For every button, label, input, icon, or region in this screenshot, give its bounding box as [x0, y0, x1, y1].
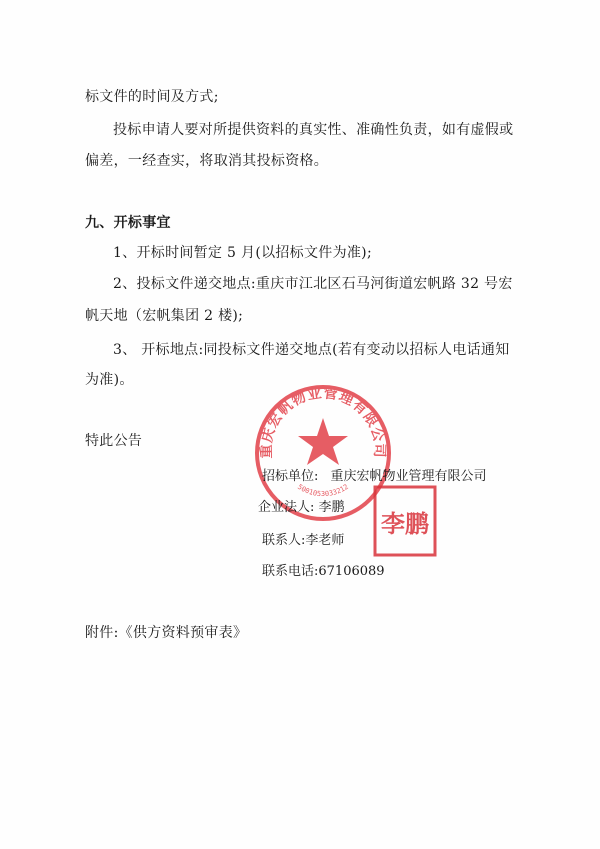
signature-stamp [372, 484, 438, 558]
bidding-unit-value: 重庆宏帆物业管理有限公司 [330, 469, 487, 484]
legal-representative: 企业法人: 李鹏 [258, 500, 345, 515]
list-item: 2、投标文件递交地点:重庆市江北区石马河街道宏帆路 32 号宏 [113, 276, 513, 292]
section-title: 九、开标事宜 [85, 215, 171, 231]
svg-text:重庆宏帆物业管理有限公司: 重庆宏帆物业管理有限公司 [258, 385, 388, 459]
bidding-unit [262, 465, 487, 484]
star-icon [298, 418, 348, 465]
svg-text:5001053033212: 5001053033212 [296, 482, 350, 499]
contact-phone: 联系电话:67106089 [262, 564, 385, 579]
contact-person: 联系人:李老师 [262, 533, 345, 548]
bidding-unit-label: 招标单位: [262, 469, 319, 484]
list-item-continuation: 为准)。 [85, 372, 134, 388]
svg-text:李鹏: 李鹏 [381, 509, 429, 538]
list-item: 3、 开标地点:同投标文件递交地点(若有变动以招标人电话通知 [113, 342, 510, 358]
list-item-continuation: 帆天地（宏帆集团 2 楼); [85, 308, 244, 324]
list-item: 1、开标时间暂定 5 月(以招标文件为准); [113, 245, 372, 261]
notice-text: 特此公告 [85, 433, 143, 449]
paragraph-line: 投标申请人要对所提供资料的真实性、准确性负责，如有虚假或 [113, 122, 514, 138]
attachment-note: 附件:《供方资料预审表》 [85, 625, 248, 641]
paragraph-line: 标文件的时间及方式; [85, 89, 219, 105]
paragraph-line: 偏差，一经查实，将取消其投标资格。 [85, 153, 329, 169]
